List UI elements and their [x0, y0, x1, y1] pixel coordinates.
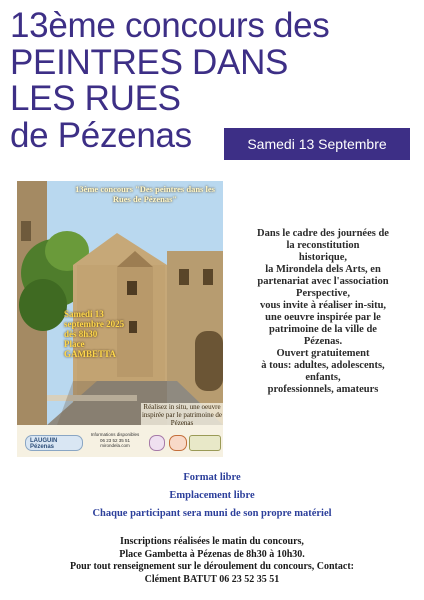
registration-info — [0, 536, 424, 586]
partner-logo-3 — [189, 435, 221, 451]
poster-title: 13ème concours "Des peintres dans les Rues de Pézenas" — [75, 184, 215, 204]
registration-line: Pour tout renseignement sur le déroulement du concours, Contact: — [70, 561, 354, 573]
partner-logo-2 — [169, 435, 187, 451]
lauguin-logo — [25, 435, 83, 451]
description-line: une oeuvre inspirée par le — [265, 312, 381, 323]
description-line: la Mirondela dels Arts, en — [265, 264, 381, 275]
street-scene-illustration — [17, 181, 223, 425]
poster-date-block — [64, 309, 124, 359]
rules-list — [0, 469, 424, 522]
title-line-1: 13ème concours des — [10, 6, 330, 45]
poster-footer — [17, 425, 223, 457]
poster-info-text: Informations disponibles 06 23 52 35 51 mirondela.com — [90, 432, 140, 448]
description-line: Pézenas. — [303, 336, 343, 347]
date-banner: Samedi 13 Septembre — [224, 128, 410, 160]
event-poster — [17, 181, 223, 457]
description-line: professionnels, amateurs — [267, 384, 379, 395]
description-line: vous invite à réaliser in-situ, — [259, 300, 387, 311]
poster-place-line-1: Place — [64, 339, 85, 349]
rule-materials: Chaque participant sera muni de son propre matériel — [92, 507, 332, 519]
description-line: Dans le cadre des journées de — [257, 228, 389, 239]
lauguin-logo-text: LAUGUIN Pézenas — [30, 438, 58, 450]
registration-line: Inscriptions réalisées le matin du concours, — [120, 536, 304, 547]
description-line: à tous: adultes, adolescents, — [261, 360, 385, 371]
poster-date-line-3: dès 8h30 — [64, 329, 98, 339]
poster-insitu-text: Réalisez in situ, une oeuvre inspirée par le patrimoine de Pézenas — [141, 403, 223, 425]
registration-line: Place Gambetta à Pézenas de 8h30 à 10h30. — [119, 548, 305, 560]
description-line: Perspective, — [296, 288, 350, 299]
poster-date-line-2: septembre 2025 — [64, 319, 125, 329]
title-line-2: PEINTRES DANS — [10, 42, 289, 82]
contact-line: Clément BATUT 06 23 52 35 51 — [144, 573, 280, 585]
poster-place-line-2: GAMBETTA — [64, 349, 116, 359]
description-line: enfants, — [305, 372, 341, 383]
description-line: la reconstitution — [286, 240, 360, 251]
event-description — [226, 228, 420, 396]
description-line: partenariat avec l'association — [257, 276, 389, 287]
description-line: Ouvert gratuitement — [276, 348, 370, 359]
partner-logo-1 — [149, 435, 165, 451]
description-line: historique, — [298, 252, 348, 263]
poster-date-line-1: Samedi 13 — [64, 309, 104, 319]
rule-placement: Emplacement libre — [169, 489, 255, 501]
description-line: patrimoine de la ville de — [269, 324, 377, 335]
title-line-4: de Pézenas — [10, 115, 192, 155]
rule-format: Format libre — [183, 472, 241, 483]
poster-street-photo — [17, 181, 223, 425]
title-line-3: LES RUES — [10, 79, 181, 118]
